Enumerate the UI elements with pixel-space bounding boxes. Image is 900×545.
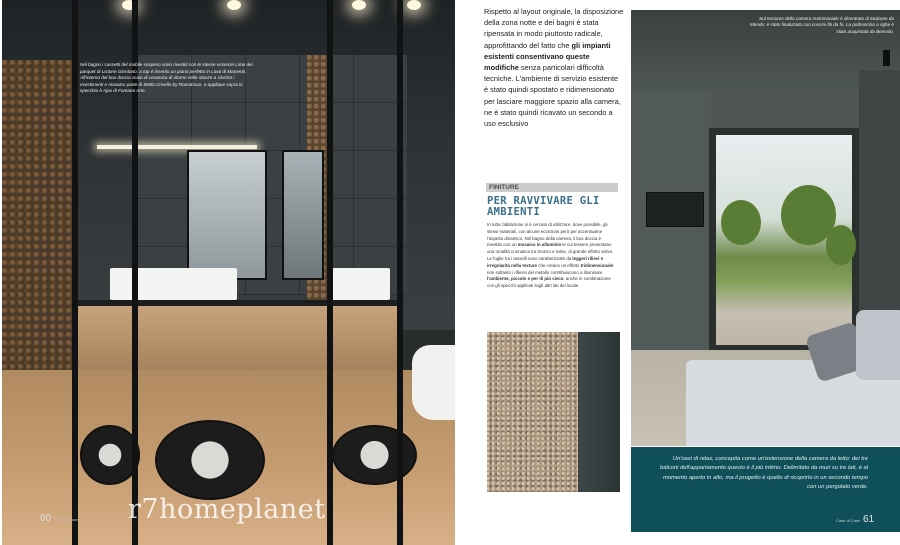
dark-panel <box>578 332 620 492</box>
toilet <box>412 345 455 420</box>
mirror <box>187 150 267 280</box>
round-rug <box>80 425 140 485</box>
mirror-light <box>97 145 257 149</box>
ceiling-light <box>352 0 366 10</box>
text-run: Rispetto al layout originale, la disposizione della zona notte e dei bagni è stata ripensata in modo piuttosto radicale, approfittando del fatto che <box>484 7 624 50</box>
folio-label-left: Case di Case <box>54 517 79 522</box>
plant <box>826 225 856 265</box>
page-number-right: 61 <box>863 514 875 525</box>
wood-vanity <box>77 300 397 370</box>
bold-text-run: tridimensionale <box>580 262 614 268</box>
text-run: le cui tessere presentano una tonalità cromatica tra bronzo e rame, di grande effetto visivo. Le foglie tra i tasselli sono caratterizzate da <box>487 242 614 261</box>
bold-text-run: gli impianti esistenti consentivano queste modifiche <box>484 40 611 73</box>
mirror <box>282 150 324 280</box>
bedroom-photo <box>631 10 900 446</box>
watermark: r7homeplanet <box>128 494 326 525</box>
page-number-left: 60 <box>40 513 52 524</box>
mosaic-texture-photo <box>487 332 620 492</box>
right-folio <box>836 514 874 525</box>
text-run: In tutta l'abitazione si è cercato di utilizzare, dove possibile, gli stessi materiali, con alcune eccezioni però per accentuarne l'aspetto dinamico. Nel bagno della camera, il box doccia è rivestito con un <box>487 222 608 248</box>
television <box>646 192 704 227</box>
wall-lamp <box>883 50 890 66</box>
sink <box>332 268 390 300</box>
folio-label-right: Case di Case <box>836 518 861 523</box>
text-run: che creano un effetto <box>537 262 581 268</box>
pillow <box>856 310 900 380</box>
sink <box>157 268 237 300</box>
section-body <box>487 222 617 290</box>
bold-text-run: mosaico in alluminio <box>517 242 562 248</box>
round-rug <box>155 420 265 500</box>
section-title: PER RAVVIVARE GLI AMBIENTI <box>487 195 600 218</box>
bold-text-run: l'ambiente, piccolo e per di più cieco <box>487 276 564 282</box>
plant <box>721 200 761 245</box>
text-run: senza particolari difficoltà tecniche. L'ambiente di servizio esistente è stato quindi spostato e ridimensionato per lasciare maggiore spazio alla camera, ne è stato quindi ricavato un secondo a uso esclusivo <box>484 63 621 129</box>
glass-frame <box>327 0 333 545</box>
intro-paragraph <box>484 6 624 129</box>
bold-text-run: leggeri rilievi e irregolarità nella texture <box>487 255 604 268</box>
left-photo-caption: Nel bagno i cassetti del mobile sospeso sono rivestiti con le stesse essenze Lime dei parquet di Listone Giordano; a top è inserito un piano perfetto in Lava di Mamenti. All'interno del box doccia scala di ceramica di ritorno nelle stanze a sinistra i rivestimenti e mosaico parte di Stella Crivello by Romatrous, e applique sopra lo specchio è Ajax di Fontana Arte. <box>80 62 253 94</box>
ceiling-light <box>227 0 241 10</box>
round-rug <box>332 425 417 485</box>
section-tag: FINITURE <box>486 183 618 192</box>
text-run: , anche in combinazione con gli specchi applicati sugli altri lati del locale. <box>487 276 611 289</box>
ceiling-light <box>407 0 421 10</box>
glass-frame <box>72 0 78 545</box>
text-run: : non soltanto i riflessi del metallo contribuiscono a illuminare <box>487 262 615 275</box>
right-photo-caption: Sul terrazzo della camera matrimoniale è dicentrato di Maizone da Mondo: è stato finalizzato con cuscini fiti da fo. La poltroncina a righe è stata acquistata da Benvolo. <box>749 16 894 34</box>
bottom-caption: Un'oasi di relax, concepita come un'estensione della camera da letto: dei tre balconi dell'appartamento questo è il più intimo. Delimitato da muri su tre lati, è al momento aperto in alto, ma il progetto è quello di ricoprirlo in un secondo tempo con un pergolato verde. <box>660 456 868 491</box>
left-folio <box>40 513 78 524</box>
glass-frame <box>397 0 403 545</box>
